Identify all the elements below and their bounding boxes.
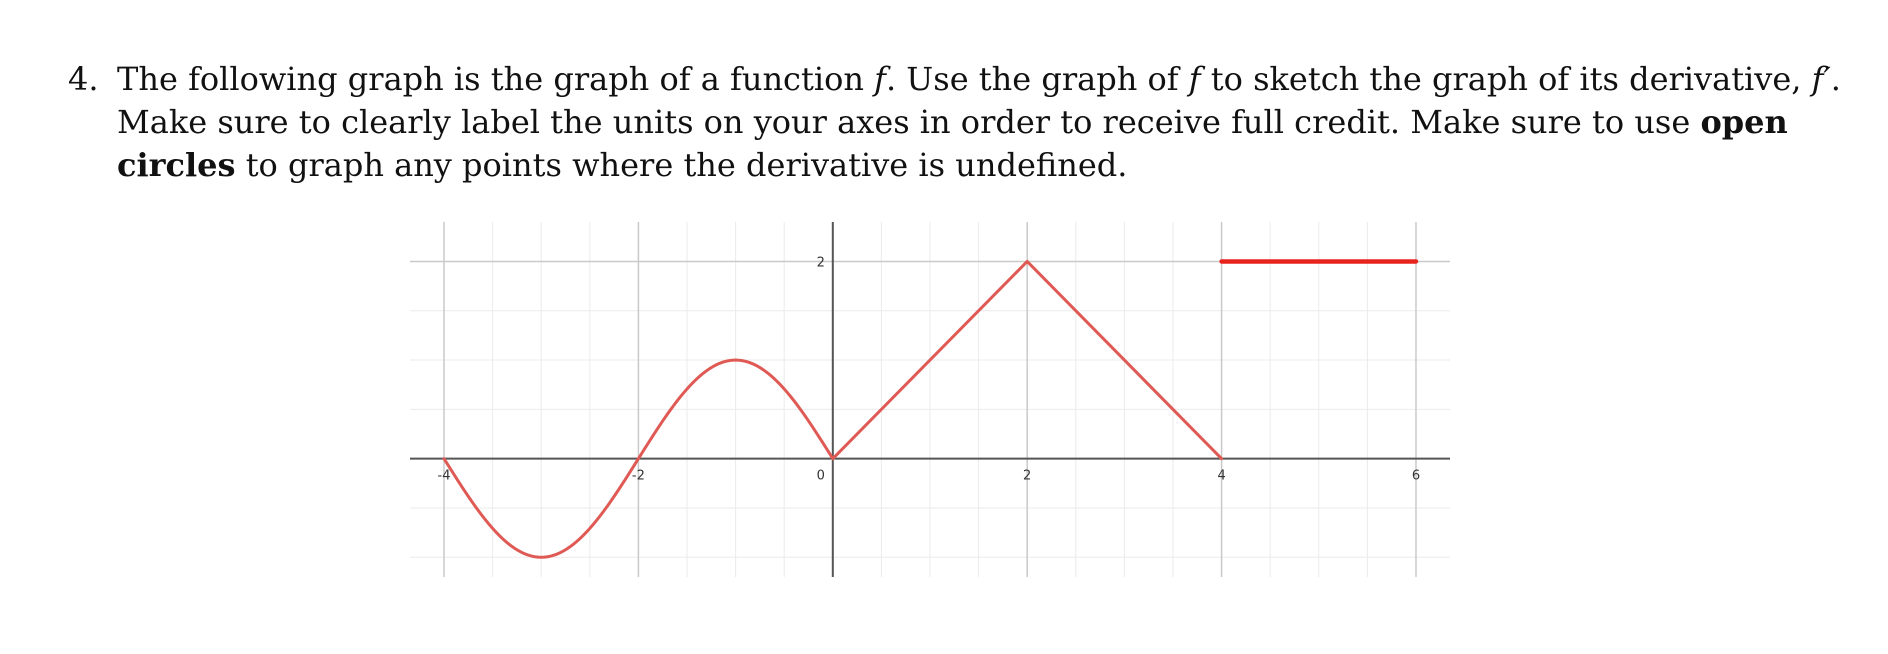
function-symbol-2: f (1188, 60, 1201, 98)
problem-text-part-4: . (1830, 60, 1841, 98)
x-tick-label: 6 (1411, 468, 1421, 484)
problem-number: 4. (68, 60, 99, 98)
x-tick-label: 4 (1217, 468, 1226, 484)
problem-statement (117, 58, 1848, 187)
problem-text-part-3: to sketch the graph of its derivative, (1200, 60, 1812, 98)
function-graph (410, 222, 1450, 577)
x-tick-label: -4 (437, 468, 451, 484)
problem-text-part-1: The following graph is the graph of a function (117, 60, 875, 98)
problem-4 (68, 58, 1848, 187)
x-tick-label: -2 (631, 468, 645, 484)
x-tick-label: 0 (816, 468, 825, 484)
problem-text-part-2: . Use the graph of (885, 60, 1189, 98)
open-circles-emphasis: open circles (117, 103, 1788, 184)
x-tick-label: 2 (1023, 468, 1032, 484)
problem-text-part-6: to graph any points where the derivative is undefined. (235, 146, 1128, 184)
derivative-symbol: f′ (1811, 60, 1831, 98)
function-symbol: f (874, 60, 886, 98)
graph-svg (410, 222, 1450, 577)
minor-grid (410, 222, 1450, 577)
tick-labels (438, 255, 1421, 483)
problem-text-part-5: Make sure to clearly label the units on your axes in order to receive full credit. Make sure to use (117, 103, 1701, 141)
y-tick-label: 2 (816, 255, 825, 271)
